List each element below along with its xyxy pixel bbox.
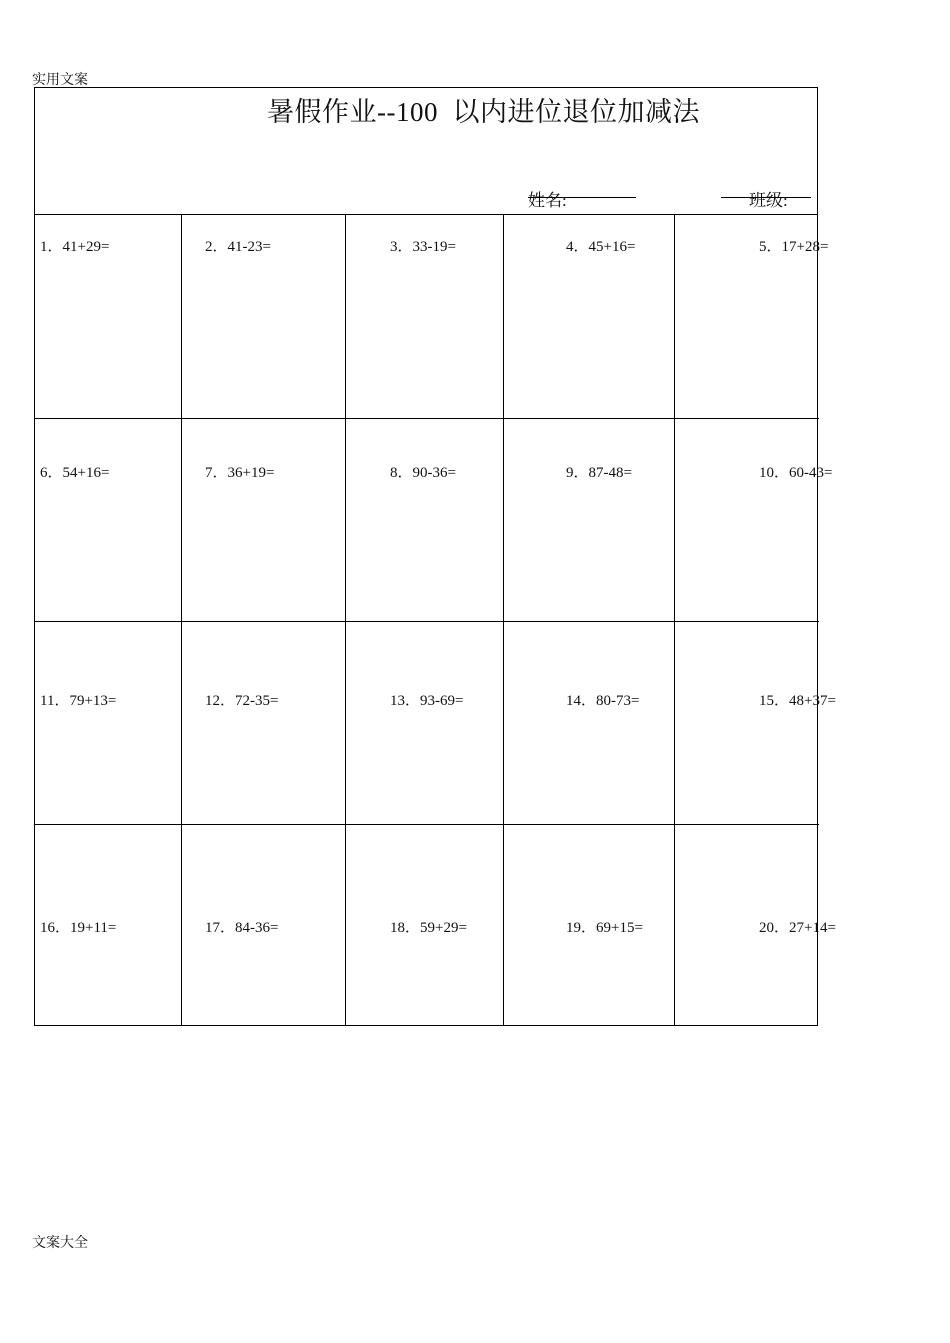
problem-10: 10．60-43= [759,465,833,481]
problem-grid [35,215,836,1026]
problem-15: 15．48+37= [759,693,836,709]
problem-5: 5．17+28= [759,239,829,255]
problem-4: 4．45+16= [566,239,636,255]
problem-11: 11．79+13= [40,693,117,709]
problem-3: 3．33-19= [390,239,456,255]
problem-6: 6．54+16= [40,465,110,481]
problem-7: 7．36+19= [205,465,275,481]
problem-16: 16．19+11= [40,920,117,936]
problem-17: 17．84-36= [205,920,279,936]
problem-row [35,418,833,621]
problem-8: 8．90-36= [390,465,456,481]
problem-1: 1．41+29= [40,239,110,255]
title-area [35,88,817,215]
problem-14: 14．80-73= [566,693,640,709]
problem-12: 12．72-35= [205,693,279,709]
class-label: 班级: [749,191,788,210]
problem-2: 2．41-23= [205,239,271,255]
worksheet-table [34,87,836,1026]
page-header: 实用文案 [32,73,88,88]
problem-row [35,215,829,418]
problem-9: 9．87-48= [566,465,632,481]
worksheet-title: 暑假作业--100 以内进位退位加减法 [267,97,700,127]
problem-row [35,824,836,1026]
name-underline [528,197,636,198]
name-label: 姓名: [528,191,567,210]
problem-20: 20．27+14= [759,920,836,936]
problem-row [35,621,836,824]
page-footer: 文案大全 [32,1236,88,1251]
class-underline [721,197,811,198]
problem-19: 19．69+15= [566,920,643,936]
problem-18: 18．59+29= [390,920,467,936]
problem-13: 13．93-69= [390,693,464,709]
